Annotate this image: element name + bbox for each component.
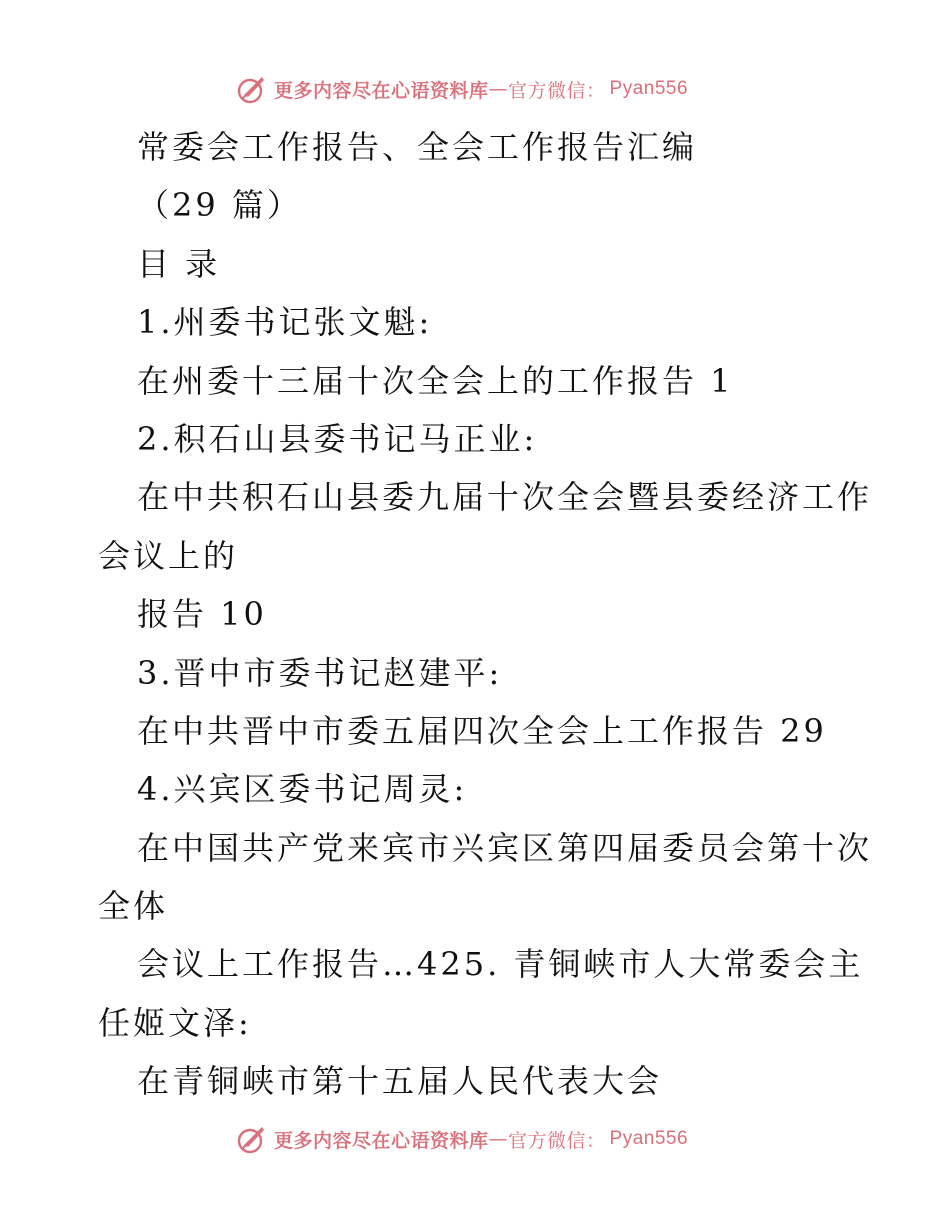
document-count: （29 篇） (137, 186, 302, 225)
watermark-id: Pyan556 (609, 1128, 689, 1149)
toc-entry-5-title: 在青铜峡市第十五届人民代表大会 (137, 1062, 663, 1101)
toc-entry-2-author: 2.积石山县委书记马正业: (137, 419, 538, 458)
watermark-dash: — (488, 78, 509, 100)
watermark-dash: — (488, 1128, 509, 1150)
toc-entry-5-author-cont: 任姬文泽: (98, 1003, 252, 1042)
feather-pen-logo-icon (236, 73, 268, 105)
watermark-footer (236, 1122, 756, 1156)
watermark-header (236, 72, 756, 106)
toc-entry-2-title-cont: 会议上的 (98, 536, 239, 575)
watermark-id: Pyan556 (609, 78, 689, 99)
watermark-sub-text: 官方微信： (508, 79, 606, 102)
toc-entry-2-title-end: 报告 10 (137, 595, 267, 634)
feather-pen-logo-icon (236, 1123, 268, 1155)
document-body (98, 118, 873, 1111)
toc-entry-4-author: 4.兴宾区委书记周灵: (137, 770, 468, 809)
toc-entry-2-title: 在中共积石山县委九届十次全会暨县委经济工作 (137, 478, 873, 517)
toc-entry-3-title: 在中共晋中市委五届四次全会上工作报告 29 (137, 711, 827, 750)
toc-entry-3-author: 3.晋中市委书记赵建平: (137, 653, 503, 692)
document-title: 常委会工作报告、全会工作报告汇编 (137, 128, 698, 166)
toc-entry-4-title: 在中国共产党来宾市兴宾区第四届委员会第十次 (137, 828, 873, 867)
toc-entry-1-title: 在州委十三届十次全会上的工作报告 1 (137, 361, 734, 400)
watermark-sub-text: 官方微信： (508, 1129, 606, 1152)
toc-heading: 目 录 (137, 244, 221, 283)
watermark-main-text: 更多内容尽在心语资料库 (274, 1129, 489, 1152)
toc-entry-4-title-cont: 全体 (98, 887, 169, 926)
toc-entry-1-author: 1.州委书记张文魁: (137, 303, 433, 342)
toc-entry-4-title-end: 会议上工作报告…425. 青铜峡市人大常委会主 (137, 945, 864, 984)
watermark-main-text: 更多内容尽在心语资料库 (274, 79, 489, 102)
